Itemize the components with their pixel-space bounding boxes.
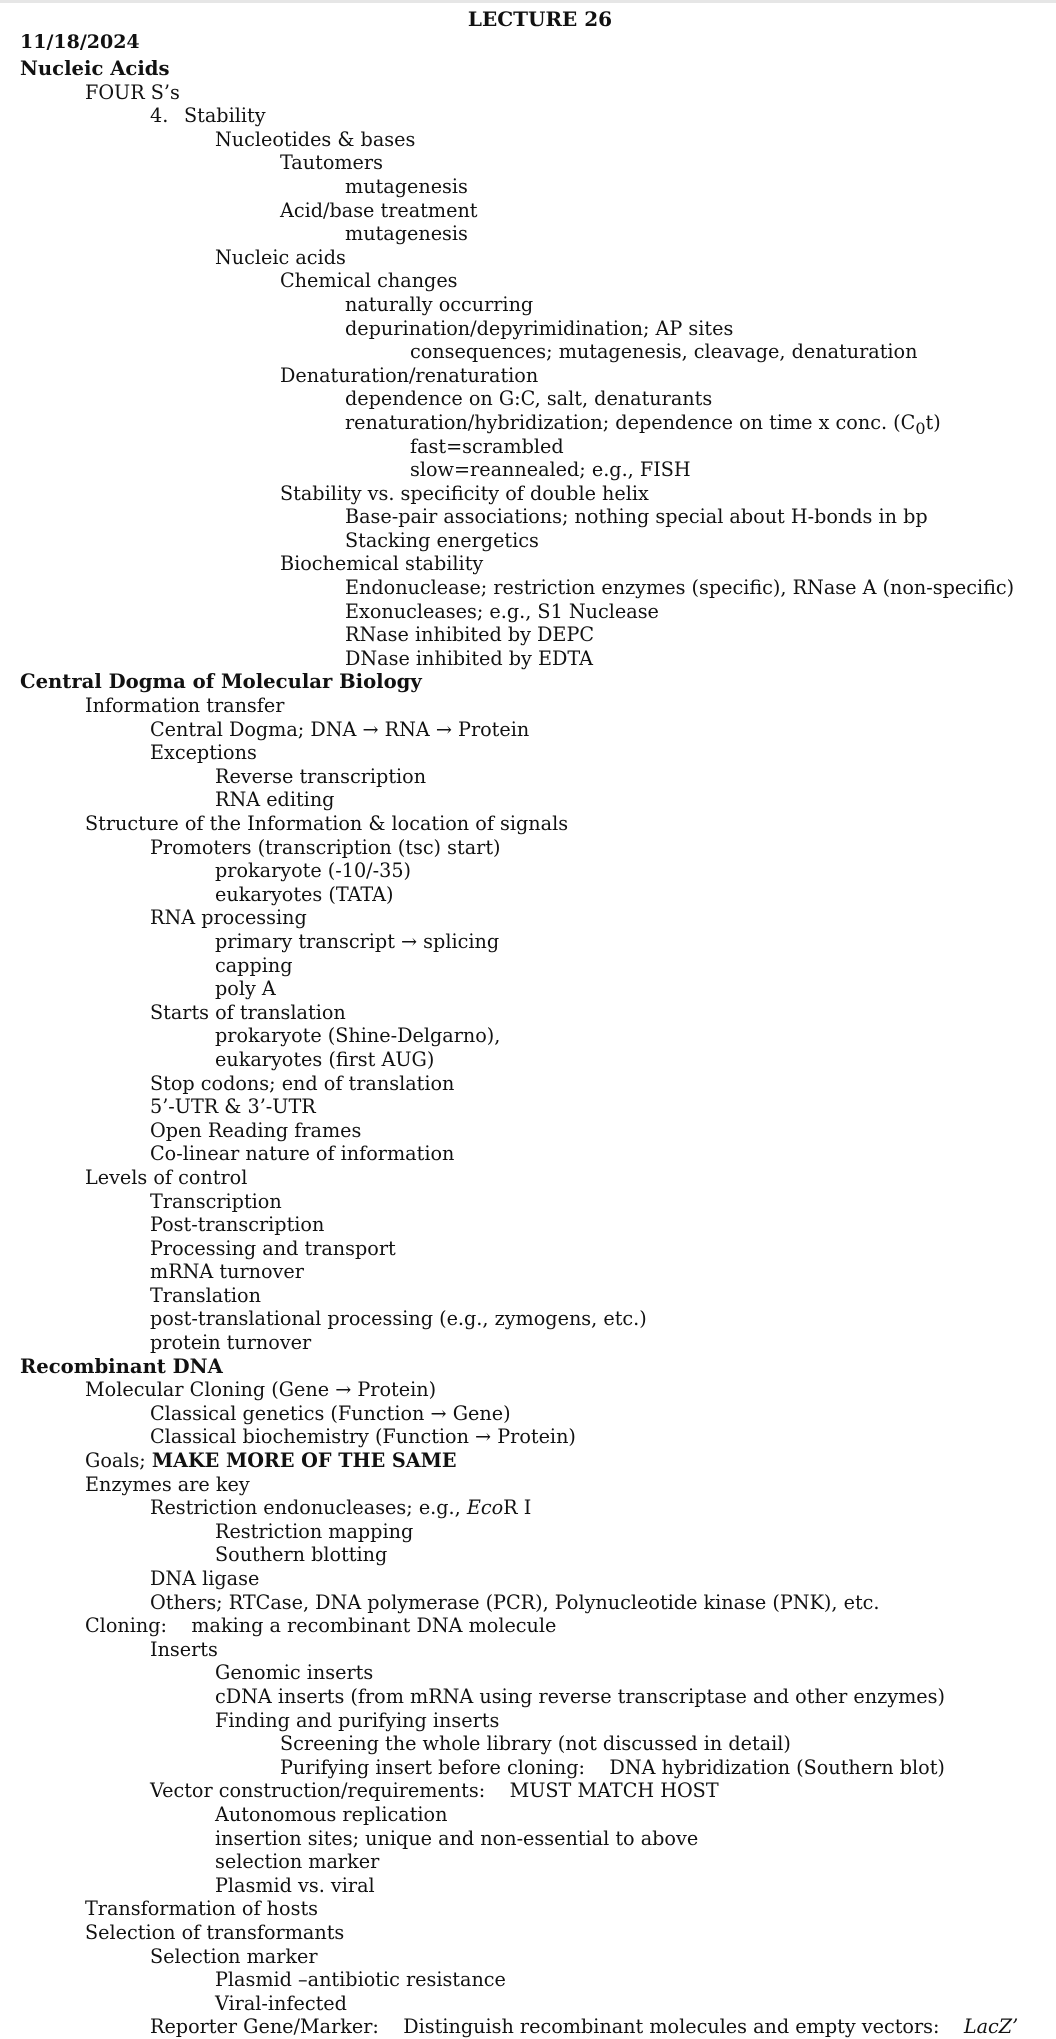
outline-text: Genomic inserts — [215, 1661, 374, 1685]
outline-text: Endonuclease; restriction enzymes (specific), RNase A (non-specific) — [345, 576, 1015, 600]
outline-line — [0, 199, 1056, 223]
outline-line — [0, 1142, 1056, 1166]
outline-line — [0, 552, 1056, 576]
outline-text: slow=reannealed; e.g., FISH — [410, 458, 691, 482]
outline-line — [0, 81, 1056, 105]
outline-line — [0, 1685, 1056, 1709]
outline-line — [0, 1048, 1056, 1072]
outline-text: RNase inhibited by DEPC — [345, 623, 595, 647]
outline-line — [0, 1307, 1056, 1331]
outline-text: DNase inhibited by EDTA — [345, 646, 593, 670]
outline-line — [0, 505, 1056, 529]
outline-text: cDNA inserts (from mRNA using reverse transcriptase and other enzymes) — [215, 1684, 945, 1708]
section-heading — [0, 57, 1056, 81]
outline-text: consequences; mutagenesis, cleavage, denaturation — [410, 340, 918, 364]
outline-line — [0, 222, 1056, 246]
outline-text: Structure of the Information & location of signals — [85, 812, 569, 835]
outline-text: Chemical changes — [280, 269, 458, 293]
outline-line — [0, 930, 1056, 954]
outline-line — [0, 458, 1056, 482]
outline-text: Promoters (transcription (tsc) start) — [150, 835, 501, 859]
outline-text: 5’-UTR & 3’-UTR — [150, 1095, 316, 1119]
outline-text: Autonomous replication — [215, 1802, 448, 1826]
outline-text: Selection of transformants — [85, 1920, 345, 1944]
outline-text: Nucleic Acids — [20, 57, 170, 80]
outline-line — [0, 1473, 1056, 1497]
lecture-date: 11/18/2024 — [20, 31, 140, 53]
outline-line — [0, 1992, 1056, 2016]
outline-line — [0, 364, 1056, 388]
outline-text: Stacking energetics — [345, 528, 539, 552]
outline-text: Screening the whole library (not discussed in detail) — [280, 1732, 791, 1756]
outline-text: fast=scrambled — [410, 434, 564, 458]
outline-text: Stop codons; end of translation — [150, 1071, 455, 1095]
outline-line — [0, 1520, 1056, 1544]
outline-line — [0, 954, 1056, 978]
outline-line — [0, 410, 1056, 438]
outline-line — [0, 2015, 1056, 2039]
outline-line — [0, 788, 1056, 812]
outline-text: Exonucleases; e.g., S1 Nuclease — [345, 599, 659, 623]
outline-line — [0, 269, 1056, 293]
outline-text: naturally occurring — [345, 292, 534, 316]
outline-line — [0, 741, 1056, 765]
outline-line — [0, 1119, 1056, 1143]
outline-text: Co-linear nature of information — [150, 1142, 455, 1166]
outline-line — [0, 175, 1056, 199]
outline-text: eukaryotes (first AUG) — [215, 1047, 435, 1071]
outline-line — [0, 1331, 1056, 1355]
outline-text: RNA processing — [150, 906, 307, 930]
outline-text: Classical genetics (Function → Gene) — [150, 1401, 511, 1425]
outline-text: FOUR S’s — [85, 80, 180, 104]
outline-text: Recombinant DNA — [20, 1354, 223, 1378]
outline-text: protein turnover — [150, 1331, 312, 1355]
outline-line — [0, 647, 1056, 671]
outline-text: Plasmid vs. viral — [215, 1873, 375, 1897]
outline-text: Reporter Gene/Marker: Distinguish recombinant molecules and empty vectors: — [150, 2015, 964, 2039]
outline-text: primary transcript → splicing — [215, 929, 500, 953]
outline-text: RNA editing — [215, 788, 335, 812]
outline-line — [0, 1945, 1056, 1969]
outline-line — [0, 1190, 1056, 1214]
outline-line — [0, 1449, 1056, 1473]
outline-text: Cloning: making a recombinant DNA molecule — [85, 1614, 557, 1638]
outline-line — [0, 1496, 1056, 1520]
outline-text: Nucleotides & bases — [215, 127, 416, 151]
outline-line — [0, 1921, 1056, 1945]
outline-text: Stability — [184, 104, 266, 128]
outline-text: Central Dogma; DNA → RNA → Protein — [150, 717, 530, 741]
outline-line — [0, 1756, 1056, 1780]
page-top-border — [0, 0, 1056, 3]
outline-text: eukaryotes (TATA) — [215, 882, 394, 906]
section-heading — [0, 1355, 1056, 1379]
outline-text: Post-transcription — [150, 1213, 325, 1237]
outline-line — [0, 883, 1056, 907]
outline-text: mutagenesis — [345, 174, 468, 198]
outline-line — [0, 104, 1056, 128]
outline-line — [0, 1378, 1056, 1402]
outline-line — [0, 576, 1056, 600]
outline-line — [0, 1661, 1056, 1685]
outline-text: depurination/depyrimidination; AP sites — [345, 316, 734, 340]
section-heading — [0, 670, 1056, 694]
outline-line — [0, 1850, 1056, 1874]
outline-text: Selection marker — [150, 1944, 318, 1968]
outline-line — [0, 812, 1056, 836]
outline-line — [0, 387, 1056, 411]
outline-text: mutagenesis — [345, 222, 468, 246]
outline-line — [0, 1072, 1056, 1096]
outline-text: Others; RTCase, DNA polymerase (PCR), Polynucleotide kinase (PNK), etc. — [150, 1590, 880, 1614]
outline-line — [0, 694, 1056, 718]
outline-line — [0, 1732, 1056, 1756]
outline-text: Plasmid –antibiotic resistance — [215, 1968, 506, 1992]
outline-line — [0, 1827, 1056, 1851]
outline-text: Acid/base treatment — [280, 198, 478, 222]
outline-line — [0, 977, 1056, 1001]
outline-text: Molecular Cloning (Gene → Protein) — [85, 1378, 437, 1402]
outline-text: mRNA turnover — [150, 1260, 304, 1284]
outline-text: Finding and purifying inserts — [215, 1708, 500, 1732]
outline-line — [0, 246, 1056, 270]
outline-text: Vector construction/requirements: MUST MATCH HOST — [150, 1779, 719, 1803]
outline-line — [0, 1425, 1056, 1449]
outline-line — [0, 1709, 1056, 1733]
outline-line — [0, 151, 1056, 175]
outline-text-tail: t) — [925, 410, 941, 434]
outline-line — [0, 1897, 1056, 1921]
outline-text: Central Dogma of Molecular Biology — [20, 670, 422, 694]
outline-text: insertion sites; unique and non-essential to above — [215, 1826, 699, 1850]
outline-line — [0, 1968, 1056, 1992]
outline-line — [0, 1874, 1056, 1898]
outline-text: Reverse transcription — [215, 764, 427, 788]
outline-line — [0, 1213, 1056, 1237]
outline-text: post-translational processing (e.g., zymogens, etc.) — [150, 1307, 647, 1331]
outline-text: selection marker — [215, 1850, 380, 1874]
outline-text: prokaryote (-10/-35) — [215, 859, 412, 883]
outline-text: DNA ligase — [150, 1567, 260, 1590]
outline-text: Nucleic acids — [215, 245, 346, 269]
outline-line — [0, 529, 1056, 553]
outline-line — [0, 859, 1056, 883]
outline-text: Transformation of hosts — [85, 1897, 318, 1921]
outline-text: Translation — [150, 1283, 261, 1307]
outline-line — [0, 623, 1056, 647]
outline-line — [0, 1024, 1056, 1048]
outline-text: Tautomers — [280, 151, 383, 175]
outline-line — [0, 1779, 1056, 1803]
outline-text: Open Reading frames — [150, 1118, 362, 1142]
outline-text: dependence on G:C, salt, denaturants — [345, 387, 713, 411]
outline-line — [0, 482, 1056, 506]
outline-text: Viral-infected — [215, 1991, 347, 2015]
outline-text: Starts of translation — [150, 1000, 346, 1024]
outline-text: Enzymes are key — [85, 1472, 250, 1496]
outline-text: Purifying insert before cloning: DNA hybridization (Southern blot) — [280, 1755, 945, 1779]
outline-text: Inserts — [150, 1637, 218, 1661]
italic-text: LacZ’ — [963, 2015, 1019, 2039]
outline-line — [0, 1095, 1056, 1119]
outline-text: Biochemical stability — [280, 552, 484, 576]
outline-line — [0, 293, 1056, 317]
outline-text: Classical biochemistry (Function → Protein) — [150, 1425, 576, 1449]
outline-line — [0, 317, 1056, 341]
outline-text: Denaturation/renaturation — [280, 363, 539, 387]
lecture-outline — [0, 57, 1056, 2039]
outline-line — [0, 718, 1056, 742]
outline-text: Levels of control — [85, 1165, 248, 1189]
outline-text: Restriction endonucleases; e.g., — [150, 1496, 467, 1520]
emphasis-text: MAKE MORE OF THE SAME — [151, 1449, 457, 1473]
outline-line — [0, 435, 1056, 459]
outline-text: Southern blotting — [215, 1543, 388, 1567]
outline-line — [0, 906, 1056, 930]
outline-text: Processing and transport — [150, 1236, 396, 1260]
outline-line — [0, 1567, 1056, 1591]
outline-text: Information transfer — [85, 694, 285, 718]
outline-line — [0, 1166, 1056, 1190]
outline-text: prokaryote (Shine-Delgarno), — [215, 1024, 501, 1048]
list-number: 4. — [150, 104, 169, 128]
outline-line — [0, 1284, 1056, 1308]
outline-line — [0, 1001, 1056, 1025]
outline-line — [0, 1237, 1056, 1261]
outline-text: Transcription — [150, 1189, 282, 1213]
italic-text: Eco — [466, 1496, 504, 1520]
outline-text: Exceptions — [150, 741, 257, 765]
outline-line — [0, 128, 1056, 152]
page-title: LECTURE 26 — [467, 7, 613, 31]
outline-line — [0, 600, 1056, 624]
outline-line — [0, 1591, 1056, 1615]
subscript-text: 0 — [915, 418, 926, 438]
outline-text: Goals; — [85, 1449, 152, 1473]
outline-text: Restriction mapping — [215, 1519, 414, 1543]
outline-line — [0, 1260, 1056, 1284]
outline-line — [0, 765, 1056, 789]
outline-text: poly A — [215, 977, 276, 1001]
outline-text: Stability vs. specificity of double helix — [280, 481, 649, 505]
outline-text: renaturation/hybridization; dependence on time x conc. (C — [345, 410, 916, 434]
outline-line — [0, 1614, 1056, 1638]
outline-line — [0, 836, 1056, 860]
outline-text: capping — [215, 953, 293, 977]
outline-line — [0, 1803, 1056, 1827]
outline-text-tail: R I — [503, 1496, 532, 1520]
outline-line — [0, 1402, 1056, 1426]
outline-text: Base-pair associations; nothing special about H-bonds in bp — [345, 505, 928, 529]
outline-line — [0, 340, 1056, 364]
outline-line — [0, 1638, 1056, 1662]
outline-line — [0, 1543, 1056, 1567]
